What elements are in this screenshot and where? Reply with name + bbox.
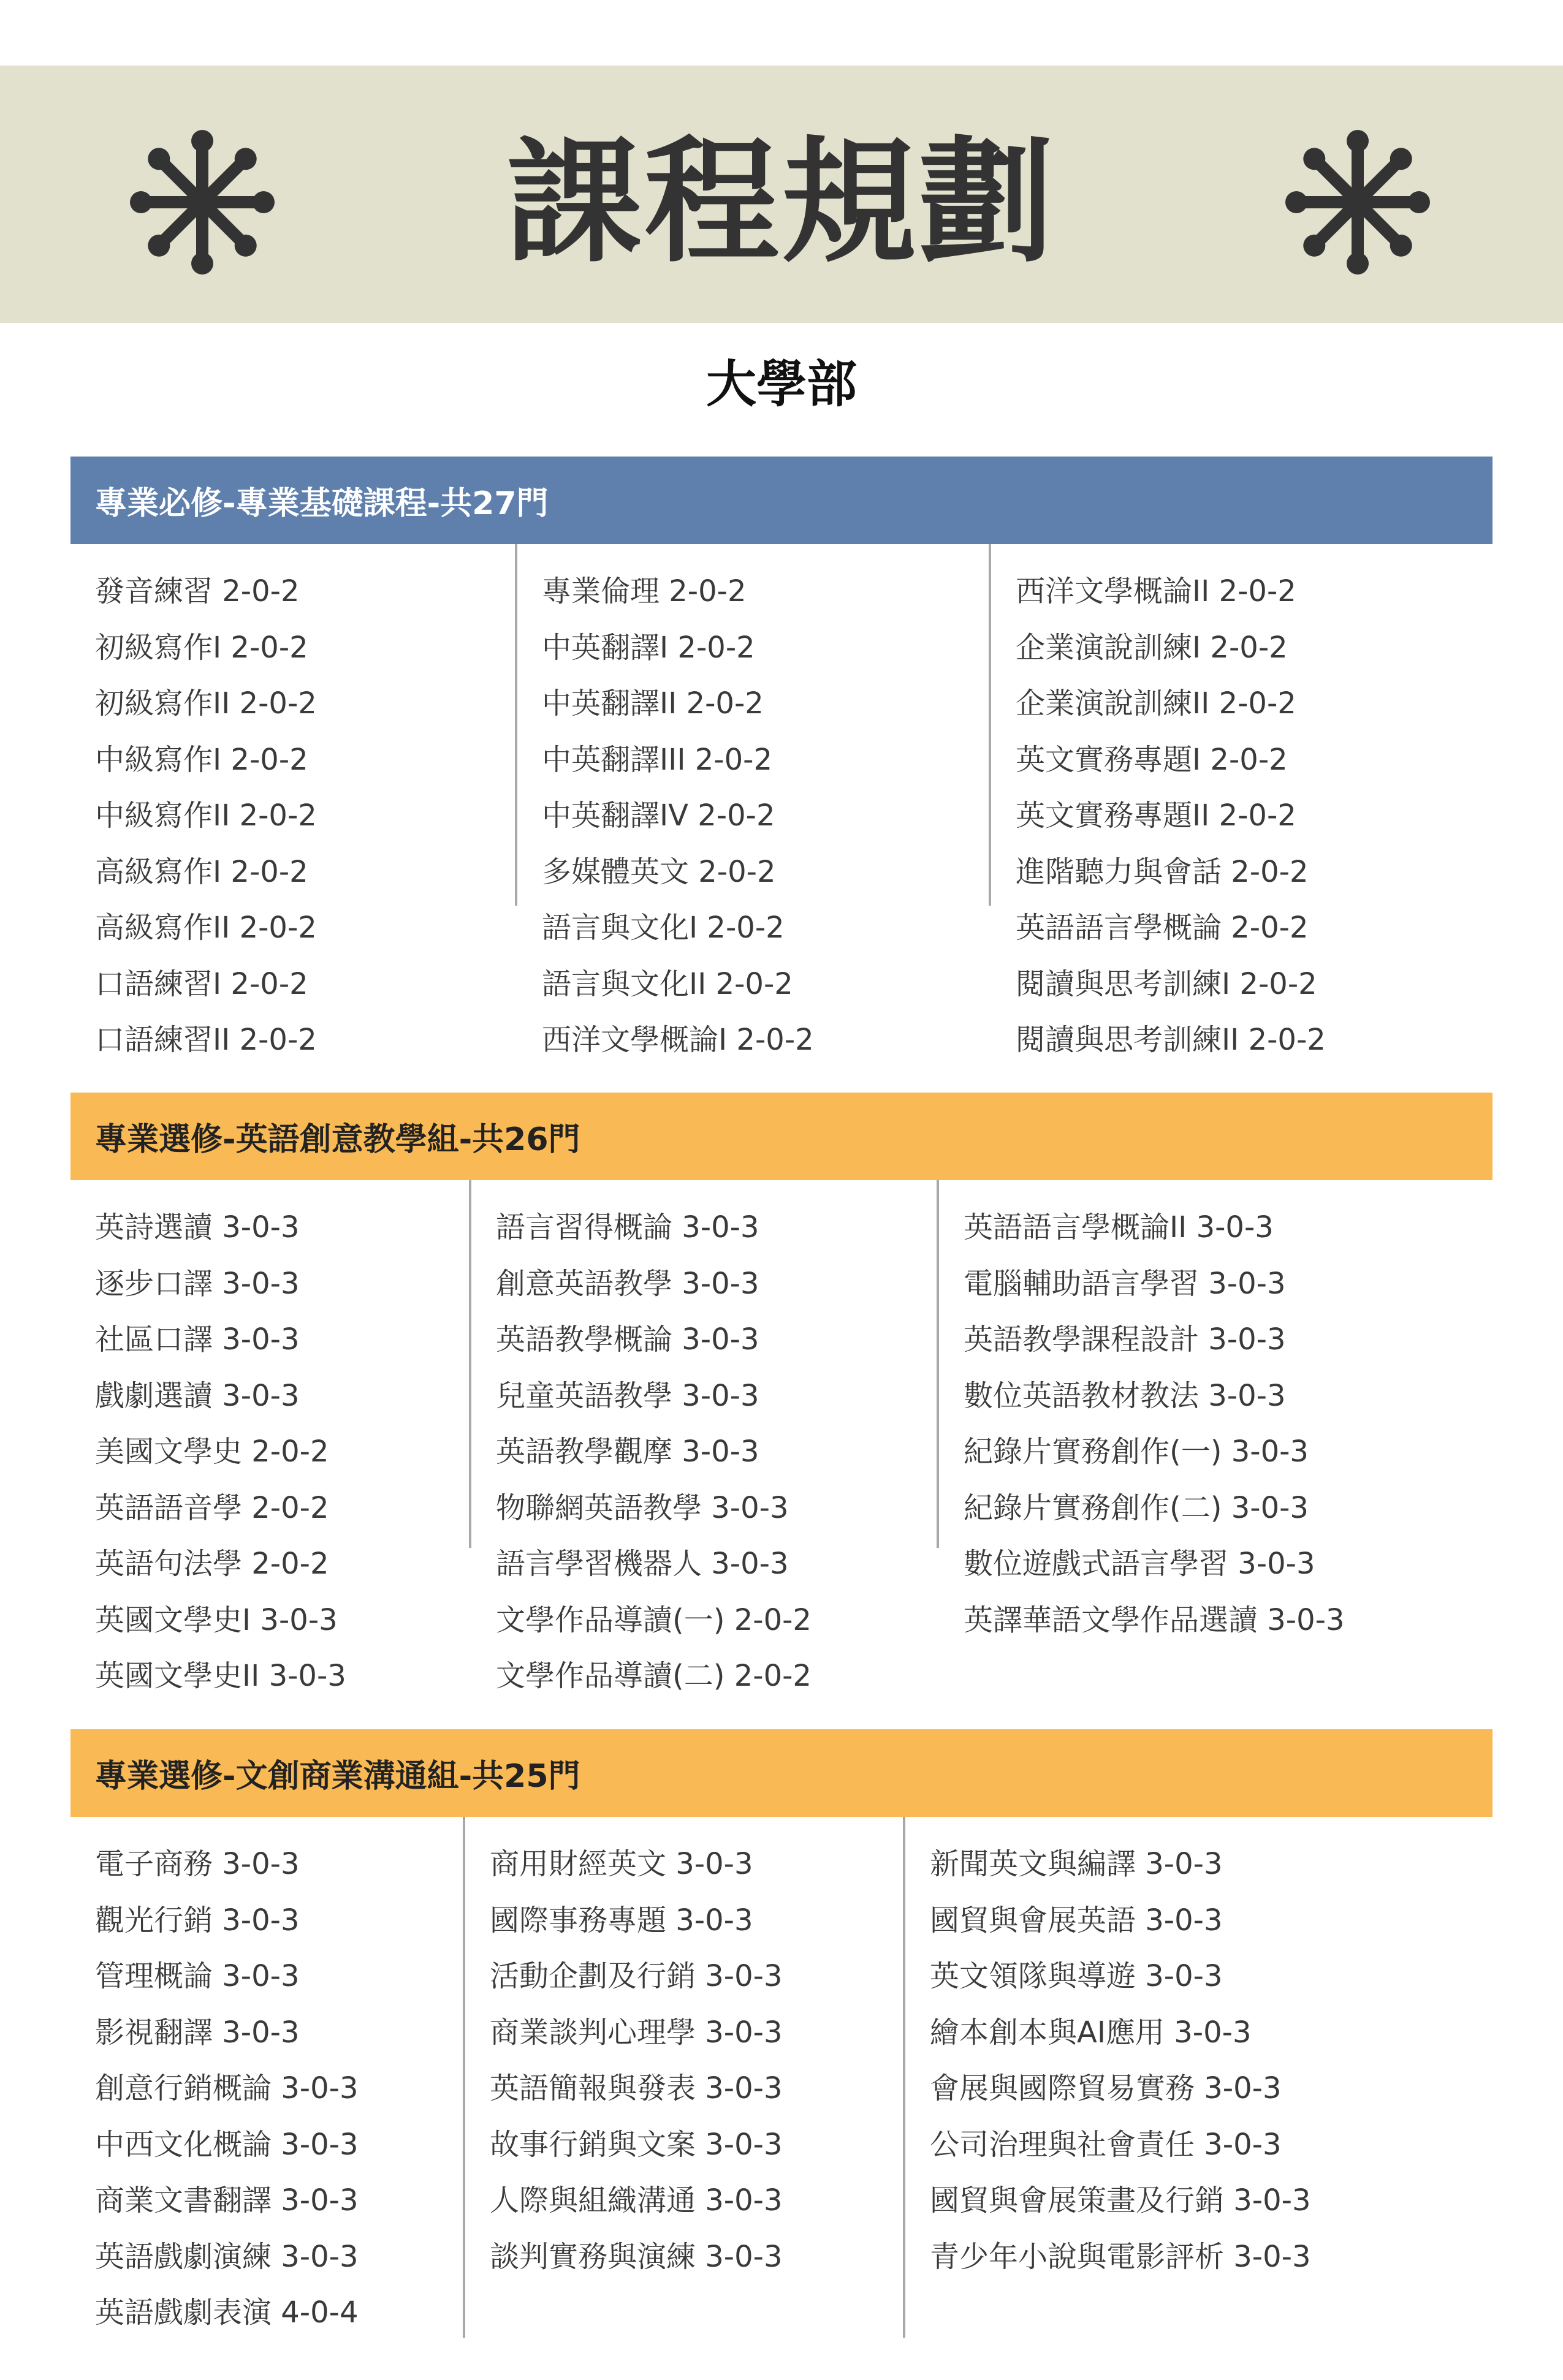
course-item: 青少年小說與電影評析 3-0-3 xyxy=(930,2239,1311,2274)
course-item: 中英翻譯I 2-0-2 xyxy=(542,630,755,665)
course-item: 英譯華語文學作品選讀 3-0-3 xyxy=(964,1602,1345,1637)
course-item: 企業演說訓練I 2-0-2 xyxy=(1016,630,1288,665)
course-item: 故事行銷與文案 3-0-3 xyxy=(490,2127,783,2162)
course-item: 專業倫理 2-0-2 xyxy=(542,574,747,608)
course-item: 英語語言學概論 2-0-2 xyxy=(1016,911,1309,945)
course-item: 語言與文化II 2-0-2 xyxy=(542,966,793,1001)
course-item: 國貿與會展策畫及行銷 3-0-3 xyxy=(930,2183,1311,2218)
course-item: 物聯網英語教學 3-0-3 xyxy=(496,1490,789,1525)
course-column xyxy=(463,1817,910,2338)
course-item: 影視翻譯 3-0-3 xyxy=(95,2015,300,2050)
course-item: 閱讀與思考訓練II 2-0-2 xyxy=(1016,1023,1326,1057)
course-column xyxy=(515,544,987,1057)
course-item: 英語簡報與發表 3-0-3 xyxy=(490,2071,783,2105)
course-item: 觀光行銷 3-0-3 xyxy=(95,1903,300,1938)
course-item: 數位英語教材教法 3-0-3 xyxy=(964,1378,1286,1413)
course-item: 初級寫作I 2-0-2 xyxy=(95,630,308,665)
course-item: 進階聽力與會話 2-0-2 xyxy=(1016,854,1309,889)
course-item: 閱讀與思考訓練I 2-0-2 xyxy=(1016,966,1317,1001)
course-item: 人際與組織溝通 3-0-3 xyxy=(490,2183,783,2218)
course-item: 高級寫作II 2-0-2 xyxy=(95,911,317,945)
course-item: 英語教學觀摩 3-0-3 xyxy=(496,1434,759,1469)
course-item: 中級寫作I 2-0-2 xyxy=(95,742,308,777)
course-item: 英語戲劇表演 4-0-4 xyxy=(95,2295,359,2330)
course-item: 公司治理與社會責任 3-0-3 xyxy=(930,2127,1282,2162)
course-item: 數位遊戲式語言學習 3-0-3 xyxy=(964,1547,1315,1581)
course-section-teaching xyxy=(70,1093,1493,1693)
course-columns xyxy=(70,1817,1493,2338)
course-item: 英文實務專題I 2-0-2 xyxy=(1016,742,1288,777)
course-item: 中英翻譯III 2-0-2 xyxy=(542,742,772,777)
course-column xyxy=(903,1817,1491,2338)
course-item: 英語教學概論 3-0-3 xyxy=(496,1322,759,1357)
course-column xyxy=(937,1180,1488,1637)
course-column xyxy=(95,1817,487,2338)
course-columns xyxy=(70,1180,1493,1693)
course-item: 英國文學史II 3-0-3 xyxy=(95,1659,346,1693)
course-item: 戲劇選讀 3-0-3 xyxy=(95,1378,300,1413)
course-item: 美國文學史 2-0-2 xyxy=(95,1434,329,1469)
course-item: 紀錄片實務創作(二) 3-0-3 xyxy=(964,1490,1309,1525)
course-item: 多媒體英文 2-0-2 xyxy=(542,854,776,889)
course-item: 口語練習II 2-0-2 xyxy=(95,1023,317,1057)
course-item: 企業演說訓練II 2-0-2 xyxy=(1016,686,1296,721)
course-item: 英語語言學概論II 3-0-3 xyxy=(964,1210,1274,1245)
course-item: 中英翻譯IV 2-0-2 xyxy=(542,798,775,833)
course-item: 國貿與會展英語 3-0-3 xyxy=(930,1903,1223,1938)
course-columns xyxy=(70,544,1493,1057)
course-item: 語言學習機器人 3-0-3 xyxy=(496,1547,789,1581)
course-item: 創意英語教學 3-0-3 xyxy=(496,1266,759,1301)
course-item: 新聞英文與編譯 3-0-3 xyxy=(930,1847,1223,1881)
course-item: 文學作品導讀(二) 2-0-2 xyxy=(496,1659,812,1693)
course-item: 管理概論 3-0-3 xyxy=(95,1959,300,1993)
course-item: 英文領隊與導遊 3-0-3 xyxy=(930,1959,1223,1993)
course-item: 紀錄片實務創作(一) 3-0-3 xyxy=(964,1434,1309,1469)
course-item: 高級寫作I 2-0-2 xyxy=(95,854,308,889)
course-item: 發音練習 2-0-2 xyxy=(95,574,300,608)
page-title: 課程規劃 xyxy=(506,124,1056,281)
course-item: 語言與文化I 2-0-2 xyxy=(542,911,785,945)
course-column xyxy=(95,544,585,1057)
course-item: 語言習得概論 3-0-3 xyxy=(496,1210,759,1245)
course-item: 英語戲劇演練 3-0-3 xyxy=(95,2239,359,2274)
course-column xyxy=(469,1180,959,1693)
course-item: 商業文書翻譯 3-0-3 xyxy=(95,2183,359,2218)
course-item: 英國文學史I 3-0-3 xyxy=(95,1602,338,1637)
course-item: 電子商務 3-0-3 xyxy=(95,1847,300,1881)
section-header: 專業選修-英語創意教學組-共26門 xyxy=(70,1093,1493,1180)
course-item: 國際事務專題 3-0-3 xyxy=(490,1903,753,1938)
course-item: 初級寫作II 2-0-2 xyxy=(95,686,317,721)
course-item: 西洋文學概論II 2-0-2 xyxy=(1016,574,1296,608)
course-item: 中西文化概論 3-0-3 xyxy=(95,2127,359,2162)
course-item: 文學作品導讀(一) 2-0-2 xyxy=(496,1602,812,1637)
course-item: 會展與國際貿易實務 3-0-3 xyxy=(930,2071,1282,2105)
course-item: 繪本創本與AI應用 3-0-3 xyxy=(930,2015,1252,2050)
course-column xyxy=(989,544,1493,1057)
course-item: 逐步口譯 3-0-3 xyxy=(95,1266,300,1301)
course-item: 電腦輔助語言學習 3-0-3 xyxy=(964,1266,1286,1301)
course-item: 社區口譯 3-0-3 xyxy=(95,1322,300,1357)
course-item: 商用財經英文 3-0-3 xyxy=(490,1847,753,1881)
course-item: 英語句法學 2-0-2 xyxy=(95,1547,329,1581)
course-item: 活動企劃及行銷 3-0-3 xyxy=(490,1959,783,1993)
course-section-business xyxy=(70,1729,1493,2338)
course-column xyxy=(95,1180,487,1693)
course-item: 英文實務專題II 2-0-2 xyxy=(1016,798,1296,833)
course-item: 西洋文學概論I 2-0-2 xyxy=(542,1023,814,1057)
course-item: 中英翻譯II 2-0-2 xyxy=(542,686,764,721)
course-item: 英語教學課程設計 3-0-3 xyxy=(964,1322,1286,1357)
course-item: 口語練習I 2-0-2 xyxy=(95,966,308,1001)
page-subtitle: 大學部 xyxy=(705,355,857,414)
course-item: 中級寫作II 2-0-2 xyxy=(95,798,317,833)
course-item: 談判實務與演練 3-0-3 xyxy=(490,2239,783,2274)
section-header: 專業必修-專業基礎課程-共27門 xyxy=(70,457,1493,544)
course-item: 英語語音學 2-0-2 xyxy=(95,1490,329,1525)
course-item: 兒童英語教學 3-0-3 xyxy=(496,1378,759,1413)
course-item: 英詩選讀 3-0-3 xyxy=(95,1210,300,1245)
course-section-required xyxy=(70,457,1493,1057)
course-item: 商業談判心理學 3-0-3 xyxy=(490,2015,783,2050)
section-header: 專業選修-文創商業溝通組-共25門 xyxy=(70,1729,1493,1817)
course-item: 創意行銷概論 3-0-3 xyxy=(95,2071,359,2105)
